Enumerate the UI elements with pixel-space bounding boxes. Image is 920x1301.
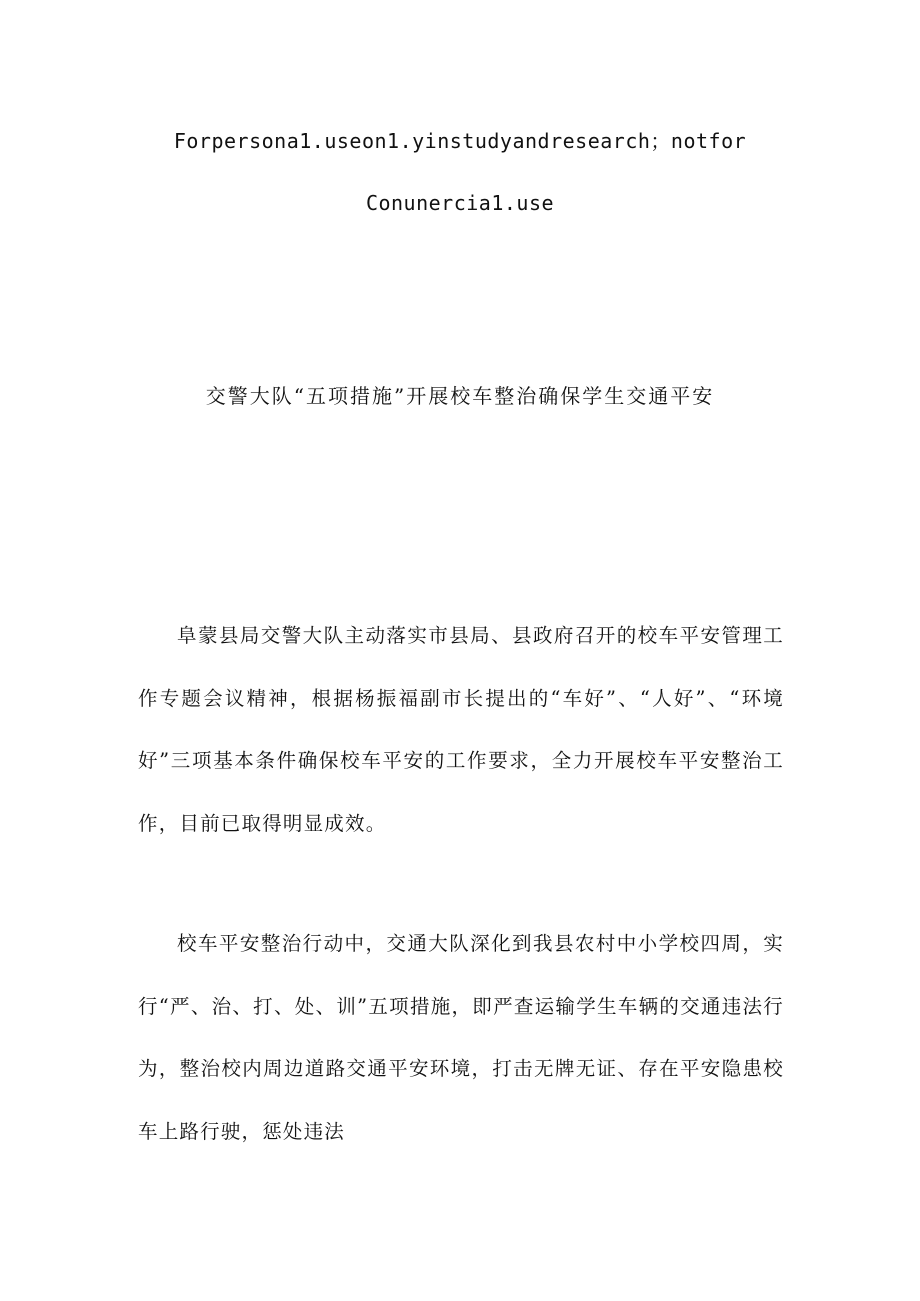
usage-notice-line-1: Forpersona1.useon1.yinstudyandresearch；notfor <box>173 129 747 153</box>
usage-notice-line-2: Conunercia1.use <box>365 191 555 215</box>
body-paragraph-2: 校车平安整治行动中，交通大队深化到我县农村中小学校四周，实行“严、治、打、处、训”五项措施，即严查运输学生车辆的交通违法行为，整治校内周边道路交通平安环境，打击无牌无证、存在平安隐患校车上路行驶，惩处违法 <box>138 932 784 1143</box>
body-paragraph-1: 阜蒙县局交警大队主动落实市县局、县政府召开的校车平安管理工作专题会议精神，根据杨振福副市长提出的“车好”、“人好”、“环境好”三项基本条件确保校车平安的工作要求，全力开展校车平安整治工作，目前已取得明显成效。 <box>138 624 784 835</box>
document-title: 交警大队“五项措施”开展校车整治确保学生交通平安 <box>205 384 715 408</box>
